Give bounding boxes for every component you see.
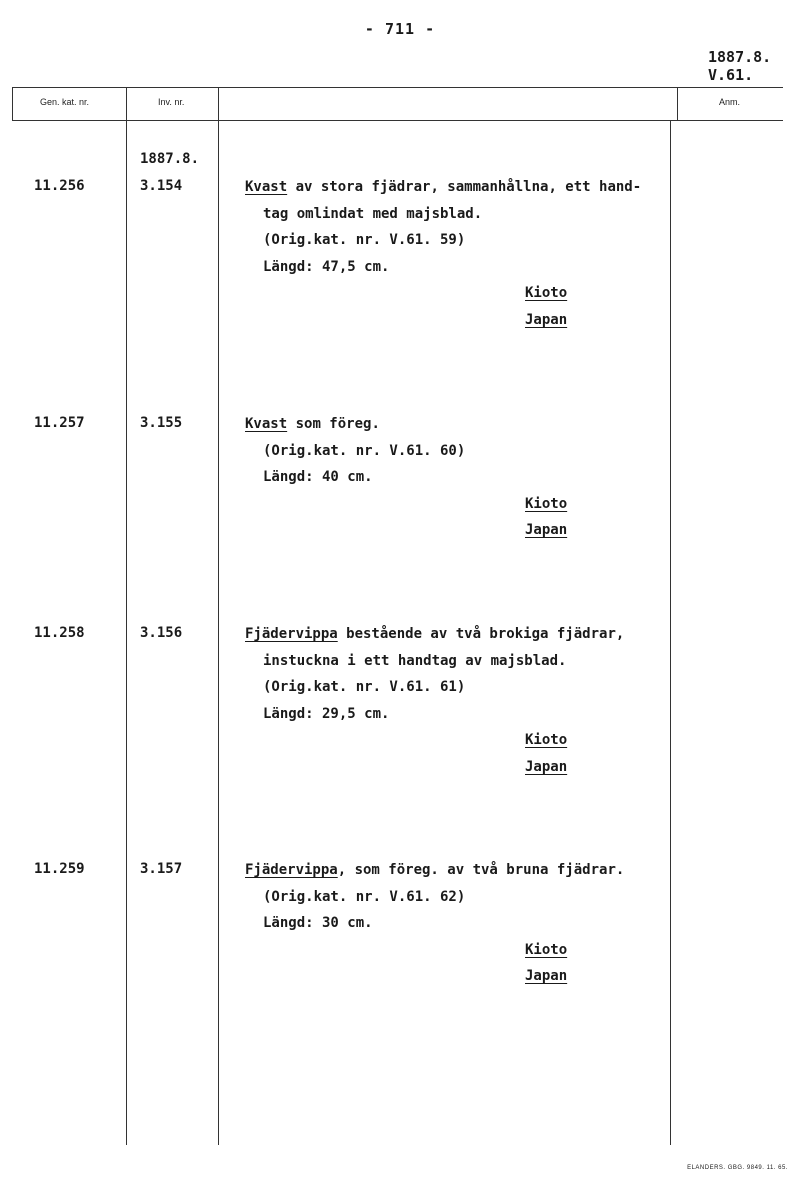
place-city [245,937,665,964]
description-continuation: tag omlindat med majsblad. [263,205,483,222]
gen-inv-divider [126,87,127,1145]
place-country [245,307,665,334]
original-catalog-number: (Orig.kat. nr. V.61. 60) [263,442,466,459]
city-name: Kioto [525,495,568,512]
catalog-reference [708,48,771,84]
object-term: Fjädervippa [245,862,338,878]
original-catalog-number: (Orig.kat. nr. V.61. 61) [263,679,466,695]
object-length: Längd: 29,5 cm. [263,705,390,722]
table-top-rule [12,87,783,88]
place-city [245,491,665,518]
country-name: Japan [525,968,568,984]
entry-gen-number: 11.257 [34,415,85,431]
country-name: Japan [525,758,568,775]
description-text: bestående av två brokiga fjädrar, [337,626,625,642]
entry-inv-year: 1887.8. [140,151,200,167]
country-name: Japan [525,311,568,328]
entry-inv-number: 3.154 [140,178,183,194]
place-country [245,517,665,544]
entry-gen-number: 11.256 [34,178,85,194]
description-continuation: instuckna i ett handtag av majsblad. [263,652,567,669]
description-line [245,411,665,438]
column-header-inv: Inv. nr. [158,97,185,107]
page-number: - 711 - [364,20,436,38]
object-term: Fjädervippa [245,626,338,642]
city-name: Kioto [525,285,568,301]
description-line [245,174,665,201]
description-line [245,857,665,884]
city-name: Kioto [525,732,568,748]
entry-description [245,174,665,333]
reference-year: 1887.8. [708,48,772,66]
column-header-gen: Gen. kat. nr. [40,97,90,107]
place-city [245,727,665,754]
entry-description [245,411,665,544]
description-text: som föreg. [287,416,380,432]
object-length: Längd: 47,5 cm. [263,258,390,275]
object-length: Längd: 30 cm. [263,915,373,931]
description-text: , som föreg. av två bruna fjädrar. [337,862,625,878]
entry-description [245,857,665,990]
reference-code: V.61. [708,66,754,84]
original-catalog-number: (Orig.kat. nr. V.61. 62) [263,888,466,905]
city-name: Kioto [525,941,568,958]
entry-gen-number: 11.259 [34,861,85,877]
object-term: Kvast [245,179,288,195]
entry-inv-number: 3.155 [140,415,183,431]
description-line [245,621,665,648]
printer-imprint: ELANDERS. GBG. 9849. 11. 65. [687,1165,788,1171]
entry-inv-number: 3.156 [140,625,183,641]
inv-desc-divider [218,87,219,1145]
entry-inv-number: 3.157 [140,861,183,877]
left-border-rule [12,87,13,121]
place-country [245,754,665,781]
desc-anm-divider-body [670,121,671,1145]
header-bottom-rule [12,120,783,121]
place-country [245,963,665,990]
original-catalog-number: (Orig.kat. nr. V.61. 59) [263,232,466,248]
object-term: Kvast [245,416,288,432]
column-header-anm: Anm. [719,97,741,107]
place-city [245,280,665,307]
object-length: Längd: 40 cm. [263,469,373,485]
desc-anm-divider [677,87,678,121]
country-name: Japan [525,522,568,538]
entry-description [245,621,665,780]
entry-gen-number: 11.258 [34,625,85,641]
description-text: av stora fjädrar, sammanhållna, ett hand- [287,179,642,195]
